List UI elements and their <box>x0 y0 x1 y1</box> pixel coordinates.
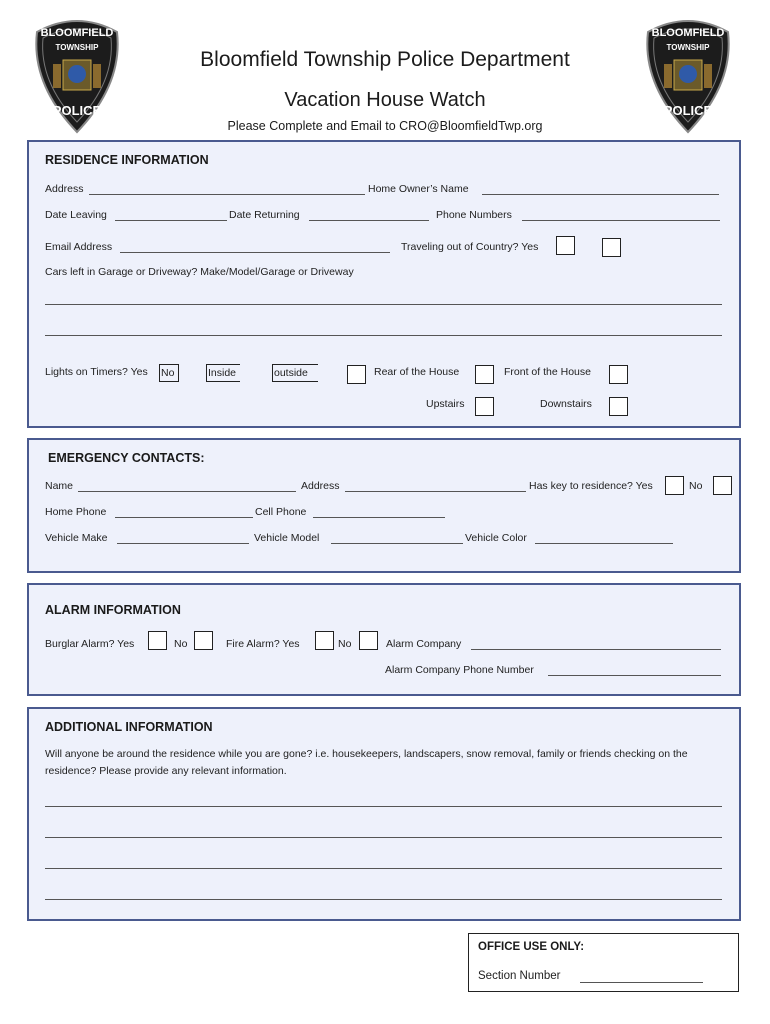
svg-text:TOWNSHIP: TOWNSHIP <box>666 43 710 52</box>
date-leaving-field[interactable] <box>115 220 227 221</box>
vehicle-make-field[interactable] <box>117 543 249 544</box>
traveling-label: Traveling out of Country? Yes <box>401 241 539 253</box>
emergency-heading: EMERGENCY CONTACTS: <box>48 451 205 465</box>
email-field[interactable] <box>120 252 390 253</box>
address-field[interactable] <box>89 194 365 195</box>
contact-address-field[interactable] <box>345 491 526 492</box>
additional-line-3[interactable] <box>45 868 722 869</box>
upstairs-checkbox[interactable] <box>475 397 494 416</box>
contact-name-field[interactable] <box>78 491 296 492</box>
date-leaving-label: Date Leaving <box>45 209 107 221</box>
lights-yes-checkbox[interactable]: No <box>159 364 179 382</box>
section-number-label: Section Number <box>478 970 561 982</box>
cars-line-1[interactable] <box>45 304 722 305</box>
burglar-yes-checkbox[interactable] <box>148 631 167 650</box>
cars-label: Cars left in Garage or Driveway? Make/Model/Garage or Driveway <box>45 266 354 278</box>
lights-inside-checkbox[interactable]: Inside <box>206 364 240 382</box>
home-owner-label: Home Owner’s Name <box>368 183 469 195</box>
downstairs-label: Downstairs <box>540 398 592 410</box>
department-title: Bloomfield Township Police Department <box>200 48 570 71</box>
alarm-company-field[interactable] <box>471 649 721 650</box>
office-use-box <box>468 933 739 992</box>
front-house-label: Front of the House <box>504 366 591 378</box>
residence-section <box>27 140 741 428</box>
svg-text:TOWNSHIP: TOWNSHIP <box>55 43 99 52</box>
svg-text:POLICE: POLICE <box>663 103 713 118</box>
email-label: Email Address <box>45 241 113 253</box>
alarm-section <box>27 583 741 696</box>
emergency-section <box>27 438 741 573</box>
additional-line-2[interactable] <box>45 837 722 838</box>
lights-label: Lights on Timers? Yes <box>45 366 148 378</box>
downstairs-checkbox[interactable] <box>609 397 628 416</box>
rear-house-checkbox[interactable] <box>475 365 494 384</box>
alarm-heading: ALARM INFORMATION <box>45 603 181 617</box>
fire-no-label: No <box>338 638 352 650</box>
additional-line-1[interactable] <box>45 806 722 807</box>
contact-name-label: Name <box>45 480 74 492</box>
cell-phone-label: Cell Phone <box>255 506 307 518</box>
vehicle-model-field[interactable] <box>331 543 463 544</box>
additional-heading: ADDITIONAL INFORMATION <box>45 720 213 734</box>
police-badge-icon <box>638 14 738 134</box>
home-phone-field[interactable] <box>115 517 253 518</box>
contact-address-label: Address <box>301 480 340 492</box>
additional-question: Will anyone be around the residence while you are gone? i.e. housekeepers, landscapers, snow removal, family or friends checking on the residence? Please provide any relevant information. <box>45 748 688 777</box>
burglar-no-checkbox[interactable] <box>194 631 213 650</box>
additional-line-4[interactable] <box>45 899 722 900</box>
section-number-field[interactable] <box>580 982 703 983</box>
vehicle-color-field[interactable] <box>535 543 673 544</box>
has-key-yes-checkbox[interactable] <box>665 476 684 495</box>
police-badge-icon <box>27 14 127 134</box>
has-key-no-checkbox[interactable] <box>713 476 732 495</box>
instruction-text: Please Complete and Email to CRO@BloomfieldTwp.org <box>227 119 543 133</box>
lights-no-checkbox[interactable] <box>347 365 366 384</box>
office-heading: OFFICE USE ONLY: <box>478 941 585 953</box>
lights-outside-checkbox[interactable]: outside <box>272 364 318 382</box>
traveling-no-checkbox[interactable] <box>602 238 621 257</box>
cell-phone-field[interactable] <box>313 517 445 518</box>
cars-line-2[interactable] <box>45 335 722 336</box>
additional-section <box>27 707 741 921</box>
date-returning-field[interactable] <box>309 220 429 221</box>
alarm-phone-field[interactable] <box>548 675 721 676</box>
home-owner-field[interactable] <box>482 194 719 195</box>
burglar-alarm-label: Burglar Alarm? Yes <box>45 638 135 650</box>
alarm-phone-label: Alarm Company Phone Number <box>385 664 534 676</box>
upstairs-label: Upstairs <box>426 398 465 410</box>
fire-no-checkbox[interactable] <box>359 631 378 650</box>
home-phone-label: Home Phone <box>45 506 107 518</box>
fire-alarm-label: Fire Alarm? Yes <box>226 638 300 650</box>
residence-heading: RESIDENCE INFORMATION <box>45 153 209 167</box>
burglar-no-label: No <box>174 638 188 650</box>
front-house-checkbox[interactable] <box>609 365 628 384</box>
fire-yes-checkbox[interactable] <box>315 631 334 650</box>
vehicle-model-label: Vehicle Model <box>254 532 320 544</box>
has-key-label: Has key to residence? Yes <box>529 480 653 492</box>
vehicle-make-label: Vehicle Make <box>45 532 108 544</box>
svg-text:BLOOMFIELD: BLOOMFIELD <box>40 27 114 39</box>
rear-house-label: Rear of the House <box>374 366 460 378</box>
has-key-no-label: No <box>689 480 703 492</box>
address-label: Address <box>45 183 84 195</box>
phone-numbers-field[interactable] <box>522 220 720 221</box>
svg-text:POLICE: POLICE <box>52 103 102 118</box>
traveling-yes-checkbox[interactable] <box>556 236 575 255</box>
date-returning-label: Date Returning <box>229 209 300 221</box>
alarm-company-label: Alarm Company <box>386 638 462 650</box>
vehicle-color-label: Vehicle Color <box>465 532 527 544</box>
phone-numbers-label: Phone Numbers <box>436 209 512 221</box>
svg-text:BLOOMFIELD: BLOOMFIELD <box>651 27 725 39</box>
form-title: Vacation House Watch <box>284 89 486 111</box>
